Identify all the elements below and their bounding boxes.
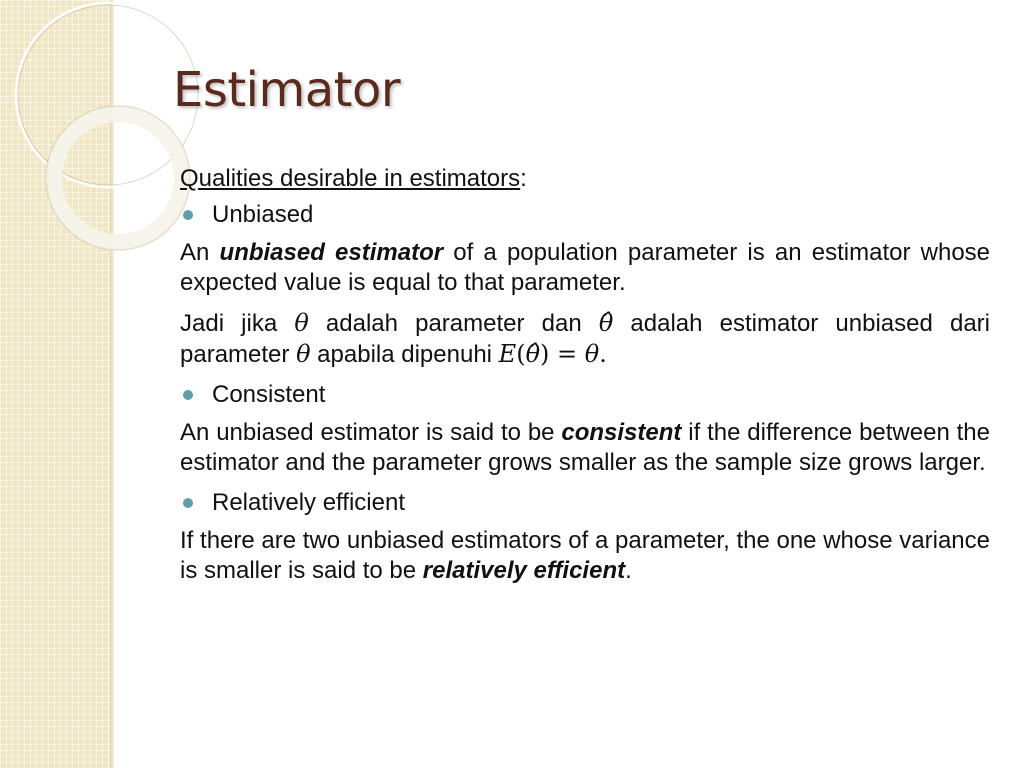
formula-theta-hat: θ̂: [525, 340, 541, 368]
unbiased-rest: of a population parameter is an estimator whose expected value is equal to that parameter.: [180, 239, 991, 296]
theta-symbol-2: θ: [296, 340, 311, 368]
bullet-label: Relatively efficient: [212, 489, 405, 516]
efficient-term: relatively efficient: [422, 557, 626, 584]
bullet-dot-icon: [183, 390, 193, 400]
qualities-heading: [180, 164, 990, 194]
qualities-heading-text: Qualities desirable in estimators: [180, 165, 521, 192]
bullet-dot-icon: [183, 498, 193, 508]
consistent-rest: if the difference between the estimator and the parameter grows smaller as the sample size grows larger.: [180, 419, 990, 476]
bullet-dot-icon: [183, 210, 193, 220]
efficient-lead: If there are two unbiased estimators of a parameter, the one whose variance is smaller is said to be: [180, 527, 990, 584]
consistent-definition: [180, 418, 990, 478]
qualities-heading-colon: :: [520, 165, 527, 192]
consistent-lead: An unbiased estimator is said to be: [180, 419, 562, 446]
formula-close-paren: ): [540, 340, 550, 368]
formula-equals: =: [549, 340, 585, 368]
bullet-label: Unbiased: [212, 201, 314, 228]
jadi-text-3: adalah estimator unbiased dari parameter: [180, 310, 991, 368]
slide-title: Estimator: [173, 62, 401, 118]
consistent-term: consistent: [561, 419, 682, 446]
efficient-period: .: [625, 557, 632, 584]
slide-body: [180, 164, 990, 596]
unbiased-lead: An: [180, 239, 220, 266]
jadi-paragraph: [180, 308, 990, 370]
theta-hat-symbol: θ̂: [598, 309, 614, 337]
jadi-text-1: Jadi jika: [180, 310, 295, 337]
formula-e: E: [498, 340, 517, 368]
jadi-text-2: adalah parameter dan: [308, 310, 599, 337]
formula-open-paren: (: [516, 340, 526, 368]
theta-symbol: θ: [294, 309, 309, 337]
formula-theta: θ: [584, 340, 600, 368]
unbiased-term: unbiased estimator: [219, 239, 444, 266]
jadi-text-4: apabila dipenuhi: [310, 341, 499, 368]
bullet-unbiased: [180, 200, 990, 230]
unbiased-definition: [180, 238, 990, 298]
bullet-consistent: [180, 380, 990, 410]
efficient-definition: [180, 526, 990, 586]
bullet-label: Consistent: [212, 381, 326, 408]
formula-period: .: [599, 340, 607, 368]
bullet-relatively-efficient: [180, 488, 990, 518]
